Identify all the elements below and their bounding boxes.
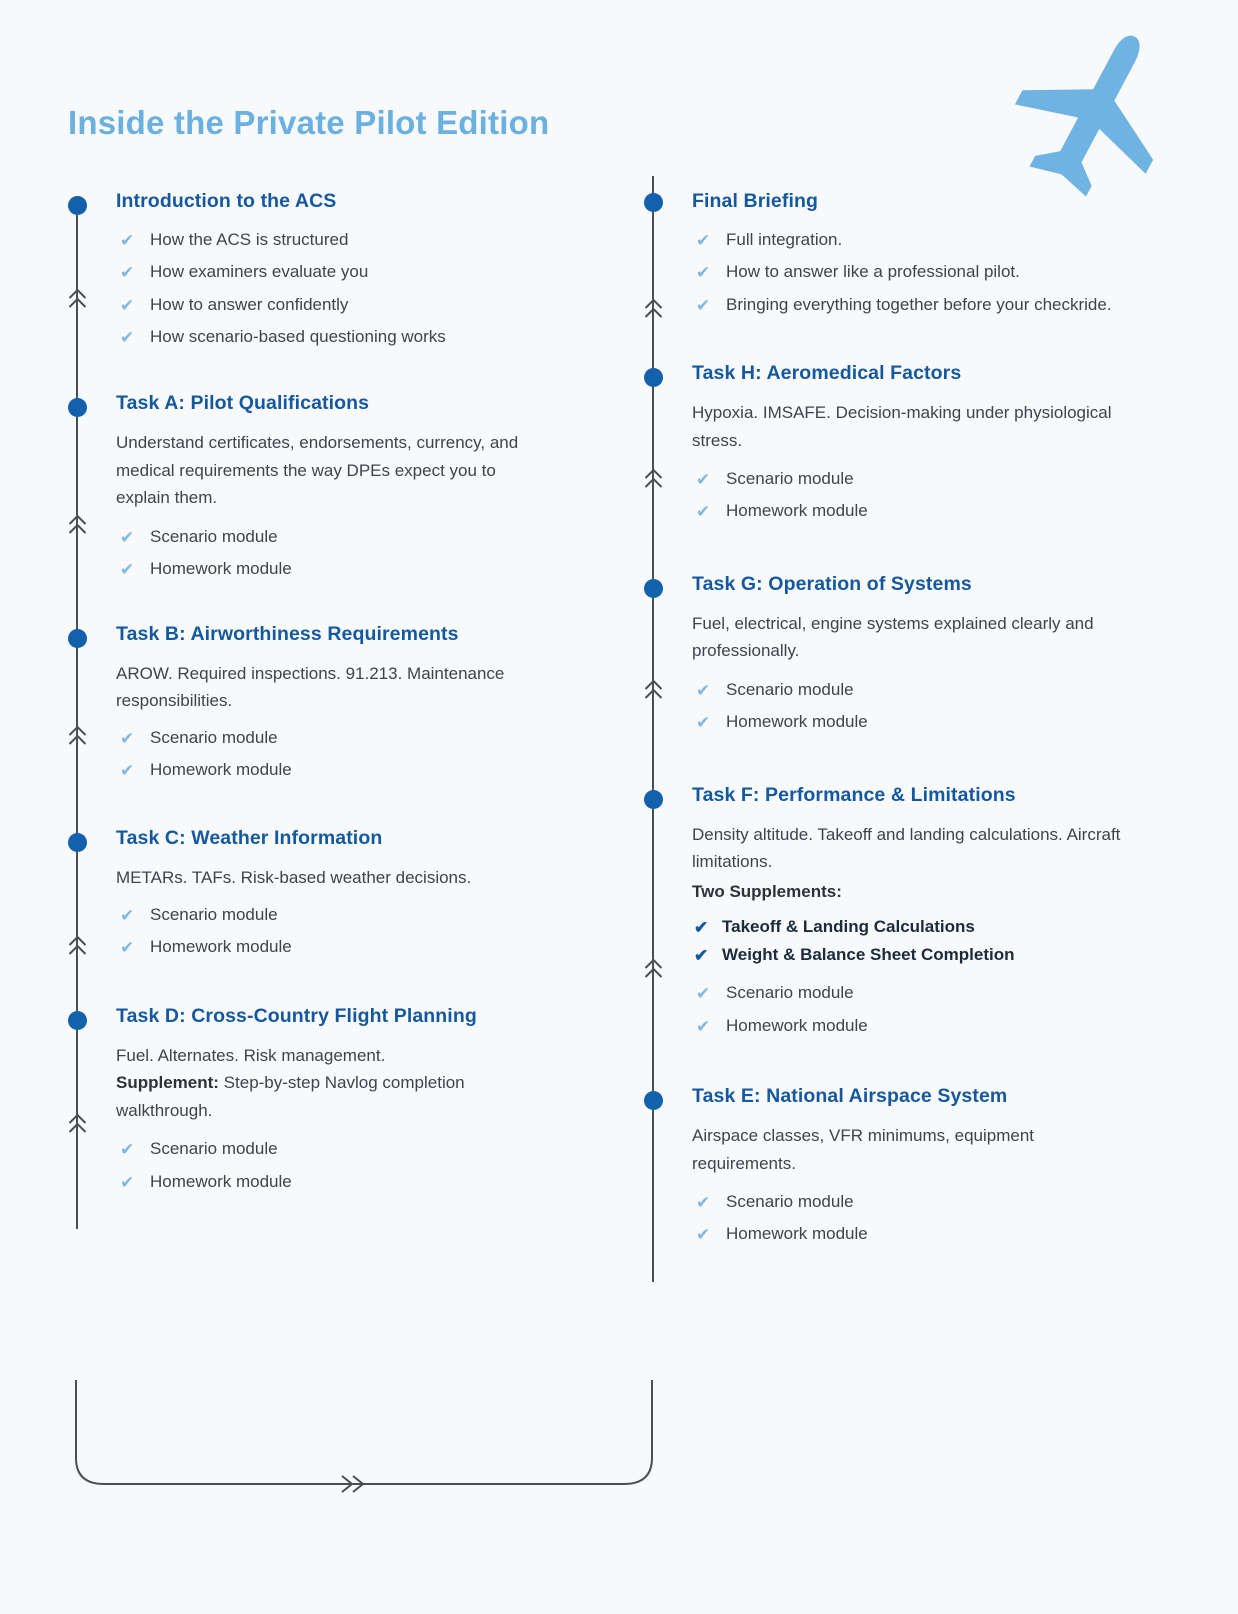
list-item: ✔ Homework module [116, 1169, 546, 1195]
check-icon: ✔ [694, 945, 709, 965]
list-item: ✔ How the ACS is structured [116, 227, 546, 253]
list-item: ✔ How examiners evaluate you [116, 259, 546, 285]
list-item: ✔ Takeoff & Landing Calculations [692, 914, 1122, 940]
list-item: ✔ Scenario module [116, 725, 546, 751]
timeline-item [640, 1085, 1200, 1248]
check-icon: ✔ [694, 917, 709, 937]
page-title: Inside the Private Pilot Edition [68, 104, 550, 142]
section-heading: Task B: Airworthiness Requirements [116, 622, 459, 645]
section-heading: Task F: Performance & Limitations [692, 783, 1016, 806]
list-item: ✔ How scenario-based questioning works [116, 324, 546, 350]
chevrons-up-icon [643, 677, 664, 703]
check-icon: ✔ [120, 560, 135, 580]
section-description: Fuel. Alternates. Risk management. Supplement: Step-by-step Navlog completion walkthrough. [116, 1045, 465, 1120]
section-heading: Final Briefing [692, 190, 818, 212]
check-icon: ✔ [120, 231, 135, 250]
list-item: ✔ Bringing everything together before your checkride. [692, 292, 1122, 318]
chevrons-up-icon [67, 1111, 88, 1137]
list-item: ✔ Homework module [116, 556, 546, 582]
timeline-item [64, 827, 624, 960]
check-icon: ✔ [120, 905, 135, 925]
check-list [116, 524, 624, 583]
section-description: Airspace classes, VFR minimums, equipment requirements. [692, 1125, 1035, 1173]
check-list [116, 1136, 624, 1195]
list-item: ✔ Scenario module [116, 524, 546, 550]
timeline-dot [68, 1011, 87, 1030]
list-item: ✔ Homework module [692, 498, 1122, 524]
airplane-icon [998, 10, 1198, 210]
check-icon: ✔ [696, 295, 711, 315]
check-list [116, 227, 624, 350]
check-icon: ✔ [696, 680, 711, 700]
check-icon: ✔ [120, 527, 135, 547]
chevrons-up-icon [67, 723, 88, 749]
section-heading: Task D: Cross-Country Flight Planning [116, 1004, 477, 1027]
chevrons-up-icon [67, 286, 88, 312]
timeline-item [640, 190, 1200, 318]
timeline-dot [644, 193, 663, 212]
section-description: METARs. TAFs. Risk-based weather decisions. [116, 868, 472, 888]
check-icon: ✔ [120, 938, 135, 958]
section-heading: Task C: Weather Information [116, 827, 383, 850]
section-description: Understand certificates, endorsements, currency, and medical requirements the way DPEs expect you to explain them. [116, 433, 519, 508]
check-list [116, 902, 624, 961]
list-item: ✔ Homework module [692, 709, 1122, 735]
check-icon: ✔ [696, 1225, 711, 1245]
check-icon: ✔ [120, 761, 135, 781]
timeline-item [64, 190, 624, 350]
timeline-item [640, 573, 1200, 736]
supplements-label: Two Supplements: [692, 881, 842, 901]
list-item: ✔ Scenario module [116, 1136, 546, 1162]
timeline-dot [644, 368, 663, 387]
section-description: Hypoxia. IMSAFE. Decision-making under physiological stress. [692, 403, 1112, 450]
check-list [692, 227, 1200, 318]
check-icon: ✔ [120, 295, 135, 315]
list-item: ✔ Scenario module [692, 1189, 1122, 1215]
section-description: Density altitude. Takeoff and landing calculations. Aircraft limitations. [692, 824, 1121, 872]
check-icon: ✔ [696, 1016, 711, 1036]
list-item: ✔ Full integration. [692, 227, 1122, 253]
check-icon: ✔ [120, 1172, 135, 1192]
chevrons-up-icon [643, 296, 664, 322]
timeline-item [64, 392, 624, 582]
chevrons-up-icon [643, 956, 664, 982]
chevrons-up-icon [67, 933, 88, 959]
section-description: Fuel, electrical, engine systems explained clearly and professionally. [692, 613, 1094, 661]
list-item: ✔ Homework module [116, 757, 546, 783]
list-item: ✔ Scenario module [116, 902, 546, 928]
check-icon: ✔ [696, 713, 711, 733]
check-list [116, 725, 624, 784]
list-item: ✔ How to answer confidently [116, 292, 546, 318]
check-list [692, 980, 1200, 1039]
timeline-item [64, 623, 624, 784]
section-heading: Task A: Pilot Qualifications [116, 392, 370, 415]
check-icon: ✔ [696, 231, 711, 250]
list-item: ✔ Homework module [116, 934, 546, 960]
list-item: ✔ Scenario module [692, 980, 1122, 1006]
timeline-dot [644, 579, 663, 598]
timeline-dot [68, 196, 87, 215]
section-heading: Task H: Aeromedical Factors [692, 362, 962, 385]
check-icon: ✔ [696, 263, 711, 283]
section-heading: Introduction to the ACS [116, 190, 337, 212]
section-heading: Task G: Operation of Systems [692, 572, 972, 595]
check-icon: ✔ [696, 984, 711, 1004]
check-list [692, 466, 1200, 525]
supplement-label: Supplement: [116, 1073, 219, 1093]
timeline-dot [68, 398, 87, 417]
section-heading: Task E: National Airspace System [692, 1084, 1008, 1107]
list-item: ✔ Scenario module [692, 466, 1122, 492]
check-list [692, 677, 1200, 736]
timeline-item [640, 784, 1200, 1039]
supplements-list [692, 914, 1200, 969]
check-icon: ✔ [696, 502, 711, 522]
check-icon: ✔ [120, 328, 135, 348]
check-list [692, 1189, 1200, 1248]
list-item: ✔ Homework module [692, 1013, 1122, 1039]
timeline-dot [68, 833, 87, 852]
list-item: ✔ How to answer like a professional pilot. [692, 259, 1122, 285]
timeline-dot [68, 629, 87, 648]
timeline-connector [64, 1380, 664, 1500]
check-icon: ✔ [120, 263, 135, 283]
check-icon: ✔ [120, 728, 135, 748]
timeline-dot [644, 790, 663, 809]
check-icon: ✔ [120, 1140, 135, 1160]
timeline-item [640, 362, 1200, 525]
list-item: ✔ Weight & Balance Sheet Completion [692, 942, 1122, 968]
list-item: ✔ Homework module [692, 1221, 1122, 1247]
timeline-dot [644, 1091, 663, 1110]
check-icon: ✔ [696, 1193, 711, 1213]
chevrons-up-icon [643, 466, 664, 492]
check-icon: ✔ [696, 470, 711, 490]
chevrons-up-icon [67, 512, 88, 538]
section-description: AROW. Required inspections. 91.213. Maintenance responsibilities. [116, 663, 505, 711]
timeline-item [64, 1005, 624, 1195]
list-item: ✔ Scenario module [692, 677, 1122, 703]
